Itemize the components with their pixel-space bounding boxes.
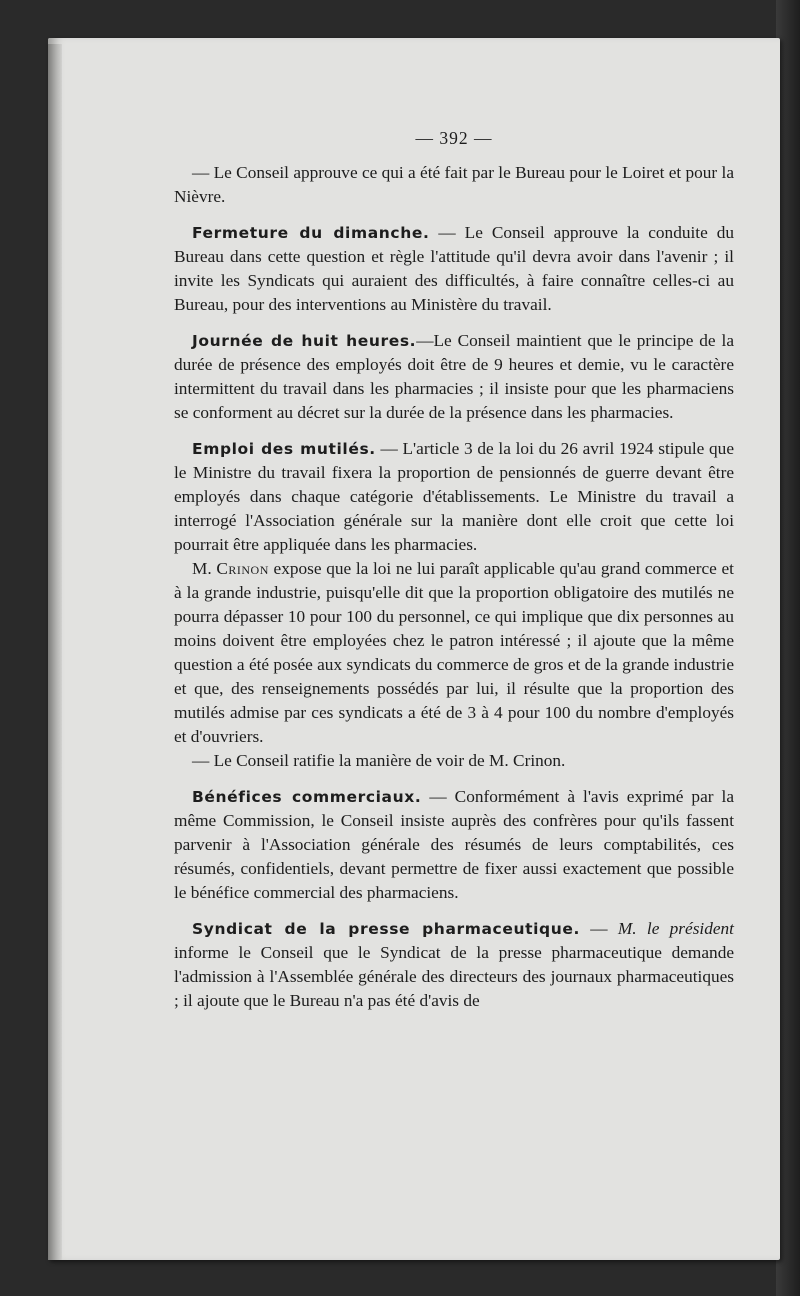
paragraph-crinon-expose	[174, 557, 734, 749]
paragraph-fermeture-dimanche	[174, 221, 734, 317]
paragraph-text: —	[579, 919, 618, 938]
heading-journee-huit-heures: Journée de huit heures.	[192, 332, 417, 350]
paragraph-text: informe le Conseil que le Syndicat de la presse pharmaceutique demande l'admission à l'Assemblée générale des directeurs des journaux pharmaceutiques ; il ajoute que le Bureau n'a pas été d'avis de	[174, 943, 734, 1010]
paragraph-journee-huit-heures	[174, 329, 734, 425]
paragraph-text: — Le Conseil approuve la conduite du Bureau dans cette question et règle l'attitude qu'il devra avoir dans l'avenir ; il invite les Syndicats qui auraient des difficultés, à faire connaître celles-ci au Bureau, pour des interventions au Ministère du travail.	[174, 223, 734, 314]
page-binding-edge	[48, 44, 62, 1260]
heading-benefices-commerciaux: Bénéfices commerciaux.	[192, 788, 422, 806]
paragraph-text: expose que la loi ne lui paraît applicable qu'au grand commerce et à la grande industrie, puisqu'elle dit que la proportion obligatoire des mutilés ne pourra dépasser 10 pour 100 du personnel, ce qui implique que dix personnes au moins doivent être employées chez le patron intéressé ; il ajoute que la même question a été posée aux syndicats du commerce de gros et de la grande industrie et que, des renseignements possédés par lui, il résulte que la proportion des mutilés admise par ces syndicats a été de 3 à 4 pour 100 du nombre d'employés et d'ouvriers.	[174, 559, 734, 746]
paragraph-text: —Le Conseil maintient que le principe de la durée de présence des employés doit être de 9 heures et demie, vu le caractère intermittent du travail dans les pharmacies ; il insiste pour que les pharmaciens se conforment au décret sur la durée de la présence dans les pharmacies.	[174, 331, 734, 422]
paragraph-syndicat-presse	[174, 917, 734, 1013]
heading-syndicat-presse: Syndicat de la presse pharmaceutique.	[192, 920, 580, 938]
italic-president: M. le président	[617, 919, 734, 938]
paragraph-conseil-ratifie: — Le Conseil ratifie la manière de voir de M. Crinon.	[192, 751, 566, 770]
heading-emploi-mutiles: Emploi des mutilés.	[192, 440, 376, 458]
page-text-block	[174, 126, 734, 1013]
person-name-crinon: Crinon	[216, 559, 269, 578]
paragraph-emploi-mutiles	[174, 437, 734, 557]
heading-fermeture-dimanche: Fermeture du dimanche.	[192, 224, 430, 242]
paragraph-benefices-commerciaux	[174, 785, 734, 905]
page-number: — 392 —	[415, 128, 493, 148]
paragraph-loiret-nievre: — Le Conseil approuve ce qui a été fait par le Bureau pour le Loiret et pour la Nièvre.	[174, 163, 734, 206]
paragraph-text: — Conformément à l'avis exprimé par la même Commission, le Conseil insiste auprès des confrères pour qu'ils fassent parvenir à l'Association générale des résumés de leurs comptabilités, ces résumés, confidentiels, devant permettre de fixer aussi exactement que possible le bénéfice commercial des pharmaciens.	[174, 787, 734, 902]
paragraph-text: M.	[192, 559, 217, 578]
paragraph-text: — L'article 3 de la loi du 26 avril 1924 stipule que le Ministre du travail fixera la proportion de pensionnés de guerre devant être employés dans chaque catégorie d'établissements. Le Ministre du travail a interrogé l'Association générale sur la manière dont elle croit que cette loi pourrait être appliquée dans les pharmacies.	[174, 439, 734, 554]
